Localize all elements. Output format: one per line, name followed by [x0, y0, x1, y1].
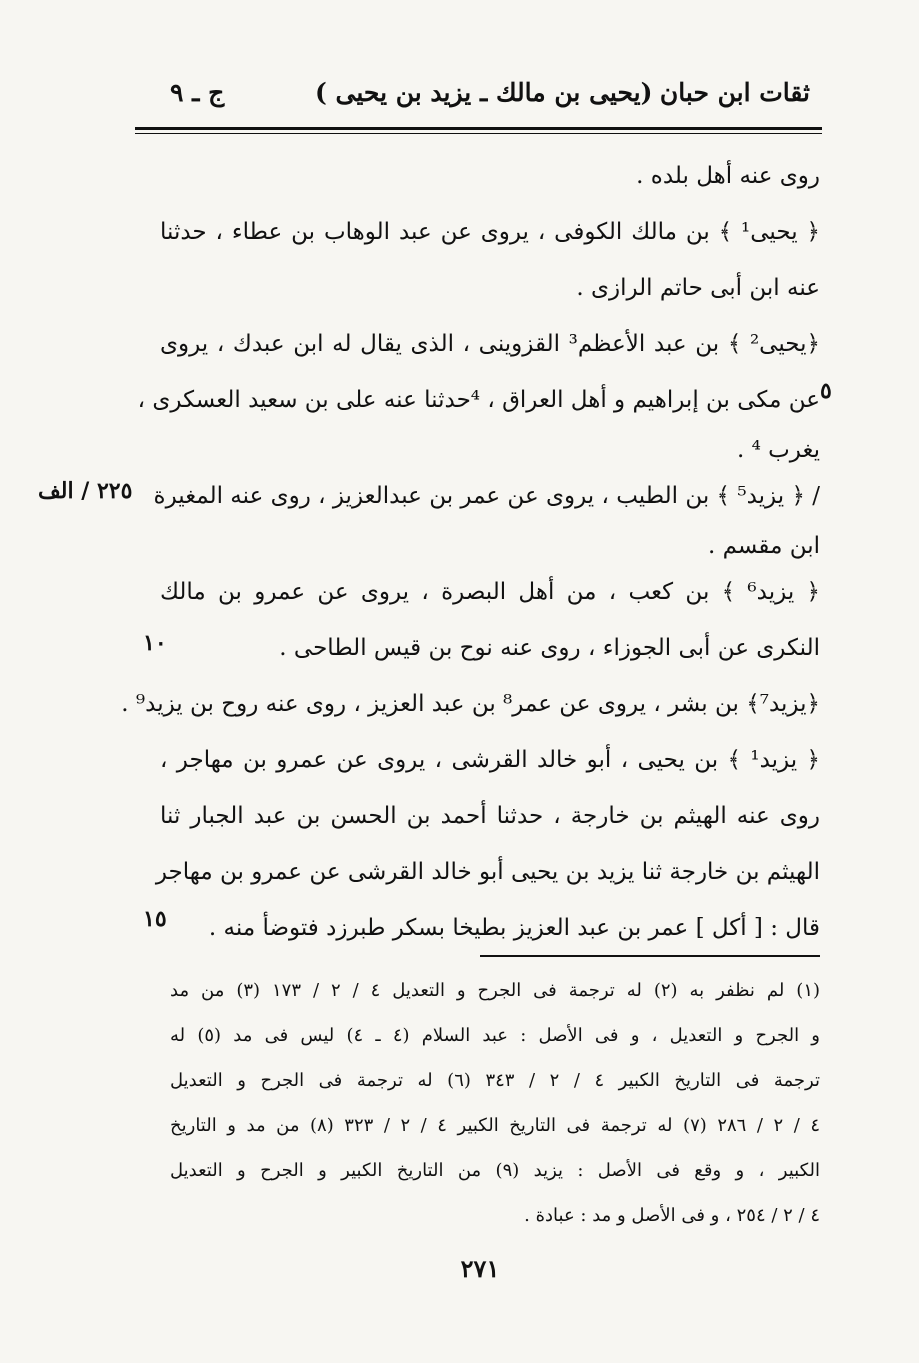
footnote-line: ترجمة فى التاريخ الكبير ٤ / ٢ / ٣٤٣ (٦) له ترجمة فى الجرح و التعديل — [170, 1070, 820, 1091]
running-header — [150, 78, 820, 124]
line-number-15: ١٥ — [143, 906, 167, 932]
header-rule-thin — [135, 133, 822, 134]
header-rule — [135, 127, 822, 130]
text-line: يغرب ⁴ . — [736, 437, 820, 463]
text-line: ﴿يحيى² ﴾ بن عبد الأعظم³ القزوينى ، الذى يقال له ابن عبدك ، يروى — [160, 331, 821, 357]
text-line: الهيثم بن خارجة ثنا يزيد بن يحيى أبو خالد القرشى عن عمرو بن مهاجر — [155, 859, 820, 885]
footnote-line: ٤ / ٢ / ٢٨٦ (٧) له ترجمة فى التاريخ الكبير ٤ / ٢ / ٣٢٣ (٨) من مد و التاريخ — [170, 1115, 820, 1136]
text-line: روى عنه الهيثم بن خارجة ، حدثنا أحمد بن الحسن بن عبد الجبار ثنا — [160, 803, 820, 829]
text-line: ﴿يزيد⁷﴾ بن بشر ، يروى عن عمر⁸ بن عبد العزيز ، روى عنه روح بن يزيد⁹ . — [121, 691, 820, 717]
footnote-line: ٤ / ٢ / ٢٥٤ ، و فى الأصل و مد : عبادة . — [524, 1205, 820, 1226]
text-line: عن مكى بن إبراهيم و أهل العراق ، ⁴حدثنا عنه على بن سعيد العسكرى ، — [137, 387, 820, 413]
page-number: ٢٧١ — [460, 1254, 500, 1283]
text-line: ﴿ يزيد¹ ﴾ بن يحيى ، أبو خالد القرشى ، يروى عن عمرو بن مهاجر ، — [160, 747, 820, 773]
line-number-10: ١٠ — [143, 630, 167, 656]
footnote-line: و الجرح و التعديل ، و فى الأصل : عبد السلام (٤ ـ ٤) ليس فى مد (٥) له — [170, 1025, 820, 1046]
book-title: ثقات ابن حبان — [659, 78, 810, 107]
footnotes — [170, 968, 820, 1238]
volume-number: ج ـ ٩ — [170, 78, 225, 107]
text-line: / ﴿ يزيد⁵ ﴾ بن الطيب ، يروى عن عمر بن عبدالعزيز ، روى عنه المغيرة — [153, 483, 820, 509]
text-line: ﴿ يحيى¹ ﴾ بن مالك الكوفى ، يروى عن عبد الوهاب بن عطاء ، حدثنا — [160, 219, 820, 245]
footnote-line: الكبير ، و وقع فى الأصل : يزيد (٩) من التاريخ الكبير و الجرح و التعديل — [170, 1160, 820, 1181]
text-line: قال : [ أكل ] عمر بن عبد العزيز بطيخا بسكر طبرزد فتوضأ منه . — [208, 915, 820, 941]
text-line: عنه ابن أبى حاتم الرازى . — [576, 275, 820, 301]
manuscript-folio: ٢٢٥ / الف — [38, 478, 133, 504]
text-line: روى عنه أهل بلده . — [636, 163, 820, 189]
footnote-line: (١) لم نظفر به (٢) له ترجمة فى الجرح و التعديل ٤ / ٢ / ١٧٣ (٣) من مد — [170, 980, 821, 1001]
text-line: ﴿ يزيد⁶ ﴾ بن كعب ، من أهل البصرة ، يروى عن عمرو بن مالك — [160, 579, 820, 605]
section-title: ( يحيى بن مالك ـ يزيد بن يحيى) — [315, 78, 653, 107]
line-number-5: ٥ — [820, 378, 832, 404]
text-line: ابن مقسم . — [707, 533, 820, 559]
footnote-rule — [480, 955, 820, 957]
text-line: النكرى عن أبى الجوزاء ، روى عنه نوح بن قيس الطاحى . — [279, 635, 820, 661]
